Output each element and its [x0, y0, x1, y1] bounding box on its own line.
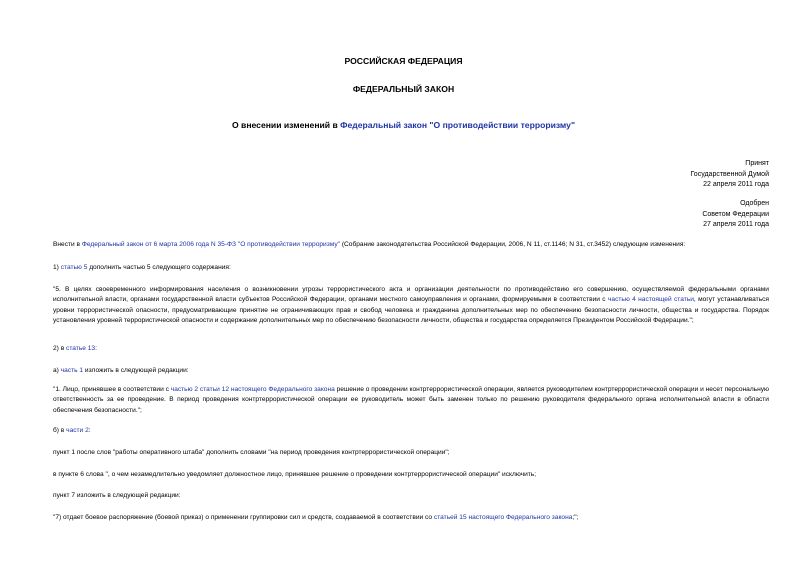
item-1-num: 1)	[53, 264, 61, 271]
approved-label: Одобрен	[740, 200, 769, 207]
intro-prefix: Внести в	[53, 241, 82, 248]
quote-5-a: "5. В целях своевременного информирования населения о возникновении угрозы террористического акта и организации деятельности по противодействию его совершению, осуществляемой федеральными органами исполнительной власти, органами государственной власти субъектов Российской Федерации, органами местного самоуправления и органами, формируемыми в соответствии с	[53, 286, 769, 304]
country-heading: РОССИЙСКАЯ ФЕДЕРАЦИЯ	[344, 56, 463, 66]
item-2b-end: :	[88, 427, 91, 434]
article-5-link[interactable]: статью 5	[60, 264, 88, 271]
point-6-amendment: в пункте 6 слова ", о чем незамедлительно уведомляет должностное лицо, принявшее решение о проведении контртеррористической операции" исключить;	[53, 471, 537, 478]
part-4-link[interactable]: частью 4 настоящей статьи	[607, 296, 694, 304]
quote-part-1	[53, 385, 769, 416]
intro-law-link[interactable]: Федеральный закон от 6 марта 2006 года N 35-ФЗ "О противодействии терроризму"	[81, 241, 341, 248]
item-1-text: дополнить частью 5 следующего содержания:	[87, 264, 231, 271]
item-2b-text: б) в	[53, 427, 67, 434]
approved-block	[702, 199, 769, 231]
item-1	[53, 263, 231, 273]
item-2a-end: изложить в следующей редакции:	[83, 367, 189, 374]
point-7-amendment: пункт 7 изложить в следующей редакции:	[53, 492, 181, 499]
part-2-link[interactable]: части 2	[66, 427, 89, 434]
law-title-prefix: О внесении изменений в	[231, 120, 341, 130]
quote-1-b: решение о проведении контртеррористической операции, является руководителем контртеррористической операции и несет персональную ответственность за ее проведение. В период проведения контртеррористической операции ее руководитель может быть заменен только по решению руководителя федерального органа исполнительной власти в области обеспечения безопасности.";	[53, 386, 770, 414]
article-15-link[interactable]: статьей 15 настоящего Федерального закона	[433, 514, 573, 521]
adopted-label: Принят	[745, 160, 769, 167]
quote-7-a: "7) отдает боевое распоряжение (боевой приказ) о применении группировки сил и средств, создаваемой в соответствии со	[53, 514, 434, 521]
quote-5-b: , могут устанавливаться уровни террористической опасности, предусматривающие принятие не ограничивающих прав и свобод человека и гражданина дополнительных мер по обеспечению безопасности личности, общества и государства. Порядок установления уровней террористической опасности и содержание дополнительных мер по обеспечению безопасности личности, общества и государства определяется Президентом Российской Федерации.";	[53, 296, 769, 325]
quote-1-a: "1. Лицо, принявшее в соответствии с	[53, 386, 171, 393]
quote-point-7	[53, 513, 578, 523]
intro-paragraph	[53, 240, 685, 250]
article-12-link[interactable]: частью 2 статьи 12 настоящего Федерального закона	[170, 386, 335, 393]
law-title	[0, 120, 807, 130]
quote-7-b: ;";	[572, 514, 579, 521]
approved-date: 27 апреля 2011 года	[703, 221, 769, 229]
item-2a-text: а)	[53, 367, 61, 374]
item-2b	[53, 426, 91, 436]
adopted-block	[690, 159, 769, 191]
item-2-end: :	[95, 345, 97, 352]
adopted-by: Государственной Думой	[690, 170, 769, 178]
adopted-date: 22 апреля 2011 года	[703, 181, 769, 189]
point-1-amendment: пункт 1 после слов "работы оперативного штаба" дополнить словами "на период проведения контртеррористической операции";	[53, 449, 450, 456]
article-13-link[interactable]: статье 13	[66, 345, 96, 352]
item-2a	[53, 366, 189, 376]
law-title-link[interactable]: Федеральный закон "О противодействии терроризму"	[340, 120, 576, 130]
doc-type-heading: ФЕДЕРАЛЬНЫЙ ЗАКОН	[352, 84, 455, 94]
intro-suffix: (Собрание законодательства Российской Федерации, 2006, N 11, ст.1146; N 31, ст.3452) следующие изменения:	[340, 241, 686, 248]
item-2	[53, 344, 97, 354]
part-1-link[interactable]: часть 1	[60, 367, 84, 374]
approved-by: Советом Федерации	[702, 210, 769, 218]
quote-part-5	[53, 285, 769, 327]
item-2-text: 2) в	[53, 345, 67, 352]
